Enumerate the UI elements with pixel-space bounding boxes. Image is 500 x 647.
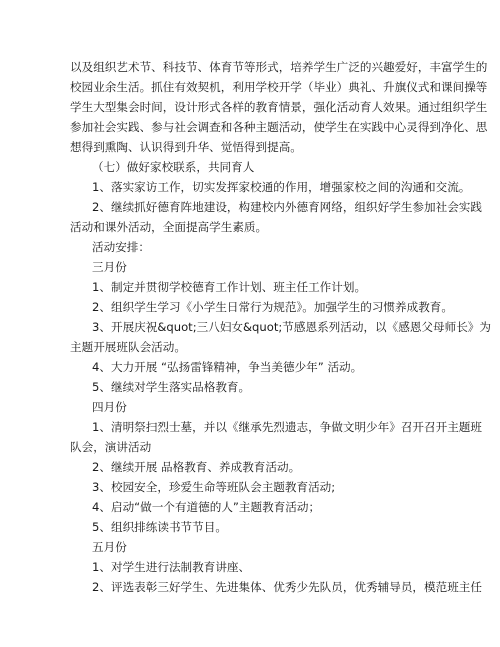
text-line: 4、大力开展 “弘扬雷锋精神，争当美德少年” 活动。 (92, 360, 363, 374)
schedule-heading: 活动安排： (92, 240, 150, 254)
text-line: 活动和课外活动，全面提高学生素质。 (70, 220, 268, 234)
text-line: 想得到熏陶、认识得到升华、觉悟得到提高。 (70, 140, 302, 154)
text-line: 参加社会实践、参与社会调查和各种主题活动，使学生在实践中心灵得到净化、思 (70, 120, 488, 134)
text-line: 校园业余生活。抓住有效契机，利用学校开学（毕业）典礼、升旗仪式和课间操等 (70, 80, 488, 94)
month-heading: 五月份 (92, 540, 127, 554)
text-line: 1、制定并贯彻学校德育工作计划、班主任工作计划。 (92, 280, 367, 294)
text-line: 3、校园安全，珍爱生命等班队会主题教育活动; (92, 480, 336, 494)
text-line: 1、落实家访工作，切实发挥家校通的作用，增强家校之间的沟通和交流。 (92, 180, 471, 194)
text-line: 以及组织艺术节、科技节、体育节等形式，培养学生广泛的兴趣爱好，丰富学生的 (70, 60, 488, 74)
text-line: 2、组织学生学习《小学生日常行为规范》。加强学生的习惯养成教育。 (92, 300, 453, 314)
text-line: 学生大型集会时间，设计形式各样的教育情景，强化活动育人效果。通过组织学生 (70, 100, 488, 114)
text-line: 1、清明祭扫烈士墓，并以《继承先烈遗志，争做文明少年》召开召开主题班 (92, 420, 482, 434)
text-line: 2、继续抓好德育阵地建设，构建校内外德育网络，组织好学生参加社会实践 (92, 200, 482, 214)
month-heading: 四月份 (92, 400, 127, 414)
text-line: 5、继续对学生落实品格教育。 (92, 380, 251, 394)
text-line: 3、开展庆祝&quot;三八妇女&quot;节感恩系列活动，以《感恩父母师长》为 (92, 320, 491, 334)
text-line: 主题开展班队会活动。 (70, 340, 186, 354)
text-line: 2、评选表彰三好学生、先进集体、优秀少先队员，优秀辅导员，模范班主任 (92, 580, 482, 594)
text-line: 队会，演讲活动 (70, 440, 152, 454)
section-heading: （七）做好家校联系，共同育人 (92, 160, 255, 174)
text-line: 5、组织排练读书节节目。 (92, 520, 227, 534)
text-line: 1、对学生进行法制教育讲座、 (92, 560, 251, 574)
text-line: 2、继续开展 品格教育、养成教育活动。 (92, 460, 301, 474)
text-line: 4、启动“做一个有道德的人”主题教育活动； (92, 500, 321, 514)
month-heading: 三月份 (92, 260, 127, 274)
